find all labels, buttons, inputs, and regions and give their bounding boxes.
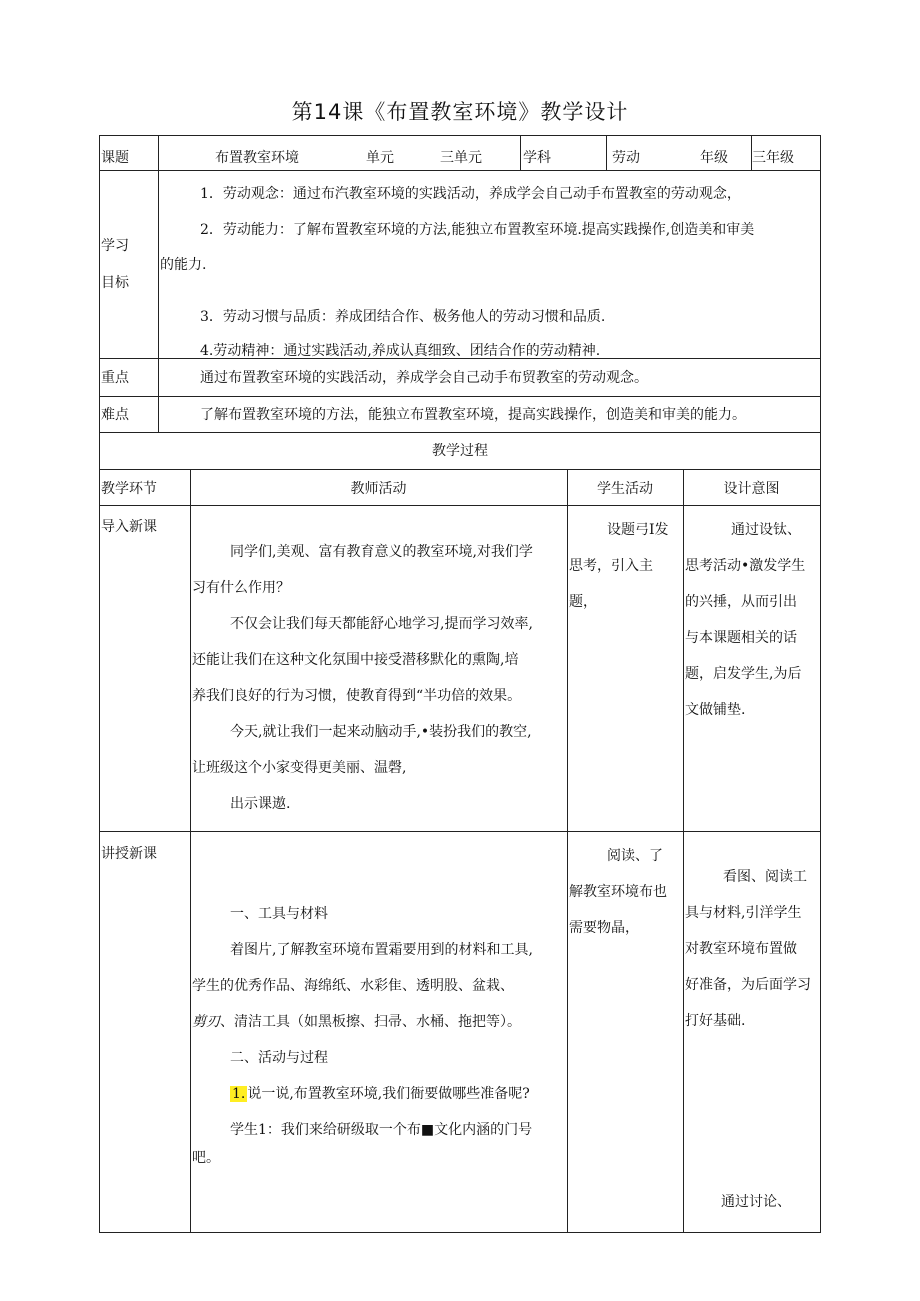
highlighted-number: 1.: [232, 1086, 246, 1102]
col-header-stage: 教学环节: [101, 481, 157, 497]
col-divider: [520, 135, 521, 170]
teacher-line: 学生1：我们来给研级取一个布■文化内涵的门号: [230, 1122, 533, 1138]
teacher-text: 、清洁工具（如黑板擦、扫帚、水桶、拖把等）。: [220, 1014, 521, 1030]
teacher-line: 着图片,了解教室环境布置霜要用到的材料和工具,: [230, 942, 533, 958]
section-heading: 一、工具与材料: [230, 906, 328, 922]
intent-line: 文做铺垫.: [685, 702, 746, 718]
table-border-right: [820, 135, 821, 1233]
intro-teacher-activity: [192, 534, 533, 822]
question-line: [192, 1076, 533, 1112]
teacher-line: 习有什么作用？: [192, 580, 290, 596]
topic-value: 布置教室环境: [215, 150, 299, 166]
intent-line: 看图、阅读工: [723, 869, 807, 885]
student-line: 题，: [569, 594, 597, 610]
row-divider: [99, 469, 821, 470]
teacher-line: 出示课遨.: [230, 796, 291, 812]
table-border-top: [99, 135, 821, 136]
lecture-teacher-activity: [192, 896, 533, 1176]
intent-line: 具与材料,引洋学生: [685, 905, 802, 921]
student-line: 解教室环境布也: [569, 884, 667, 900]
intent-line: 与本课题相关的话: [685, 630, 797, 646]
intent-line: 思考活动•激发学生: [685, 558, 806, 574]
col-divider: [683, 469, 684, 1233]
intent-line: 打好基础.: [685, 1013, 746, 1029]
goal-1: 1．劳动观念：通过布汽教室环境的实践活动，养成学会自己动手布置教室的劳动观念，: [200, 186, 741, 202]
question-text: 说一说,布置教室环境,我们衙要做哪些准备呢?: [247, 1086, 530, 1102]
col-divider: [567, 469, 568, 1233]
col-divider: [158, 135, 159, 170]
intro-student-activity: [569, 512, 669, 620]
student-line: 设题弓I发: [607, 522, 669, 538]
teacher-line: 今天,就让我们一起来动脑动手,•装扮我们的教空,: [230, 724, 532, 740]
teacher-line: 不仅会让我们每天都能舒心地学习,提而学习效率,: [230, 616, 533, 632]
col-header-teacher: 教师活动: [350, 481, 407, 497]
intent-line: 通过讨论、: [721, 1194, 791, 1210]
page-title: 第14课《布置教室环境》教学设计: [291, 100, 629, 124]
difficulty-text: 了解布置教室环境的方法，能独立布置教室环境，提高实践操作，创造美和审美的能力。: [200, 407, 746, 423]
col-divider: [190, 469, 191, 1233]
table-border-left: [99, 135, 100, 1233]
grade-value: 三年级: [752, 150, 794, 166]
key-point-text: 通过布置教室环境的实践活动，养成学会自己动手布贸教室的劳动观念。: [200, 370, 648, 386]
student-line: 需要物晶，: [569, 920, 639, 936]
row-divider: [99, 170, 821, 171]
goal-4: 4.劳动精神：通过实践活动,养成认真细致、团结合作的劳动精神.: [200, 343, 601, 359]
col-header-student: 学生活动: [597, 481, 653, 497]
grade-label: 年级: [700, 150, 728, 166]
teacher-line: 同学们,美观、富有教育意义的教室环境,对我们学: [230, 544, 533, 560]
row-divider: [99, 432, 821, 433]
topic-label: 课题: [101, 150, 129, 166]
col-divider: [606, 135, 607, 170]
student-line: 阅读、了: [607, 848, 663, 864]
col-divider: [158, 170, 159, 432]
subject-value: 劳动: [612, 150, 640, 166]
goal-3: 3．劳动习惯与品质：养成团结合作、极务他人的劳动习惯和品质.: [200, 309, 606, 325]
unit-value: 三单元: [440, 150, 482, 166]
goals-label-line2: 目标: [101, 275, 129, 291]
col-header-intent: 设计意图: [723, 481, 780, 497]
student-line: 思考，引入主: [569, 558, 653, 574]
table-border-bottom: [99, 1232, 821, 1233]
lecture-design-intent: [685, 859, 811, 1039]
goal-2-line2: 的能力.: [160, 257, 207, 273]
teacher-line: 学生的优秀作品、海绵纸、水彩隹、透明股、盆栽、: [192, 978, 514, 994]
process-heading: 教学过程: [432, 443, 488, 459]
intro-design-intent: [685, 512, 805, 728]
section-heading: 二、活动与过程: [230, 1050, 328, 1066]
subject-label: 学科: [523, 150, 551, 166]
row-divider: [99, 831, 821, 832]
teacher-line: 养我们良好的行为习惯，使教育得到“半功倍的效果。: [192, 688, 522, 704]
intent-line: 通过设钛、: [731, 522, 801, 538]
row-divider: [99, 505, 821, 506]
intent-line: 题，启发学生,为后: [685, 666, 802, 682]
teacher-line: 还能让我们在这种文化氛围中接受潜移默化的熏陶,培: [192, 652, 519, 668]
goal-2-line1: 2．劳动能力：了解布置教室环境的方法,能独立布置教室环境.提高实践操作,创造美和审美: [200, 222, 755, 238]
teacher-line: 吧。: [192, 1150, 220, 1166]
lecture-student-activity: [569, 838, 667, 946]
row-divider: [99, 396, 821, 397]
lecture-stage: 讲授新课: [101, 846, 157, 862]
difficulty-label: 难点: [101, 407, 129, 423]
intent-line: 的兴捶，从而引出: [685, 594, 797, 610]
teacher-line: [192, 1004, 533, 1040]
goals-label-line1: 学习: [101, 238, 129, 254]
intro-stage: 导入新课: [101, 519, 157, 535]
intent-line: 对教室环境布置做: [685, 941, 797, 957]
unit-label: 单元: [366, 150, 394, 166]
key-point-label: 重点: [101, 370, 129, 386]
intent-line: 好准备，为后面学习: [685, 977, 811, 993]
teacher-text-italic: 剪刃: [192, 1014, 220, 1030]
teacher-line: 让班级这个小家变得更美丽、温磬,: [192, 760, 407, 776]
